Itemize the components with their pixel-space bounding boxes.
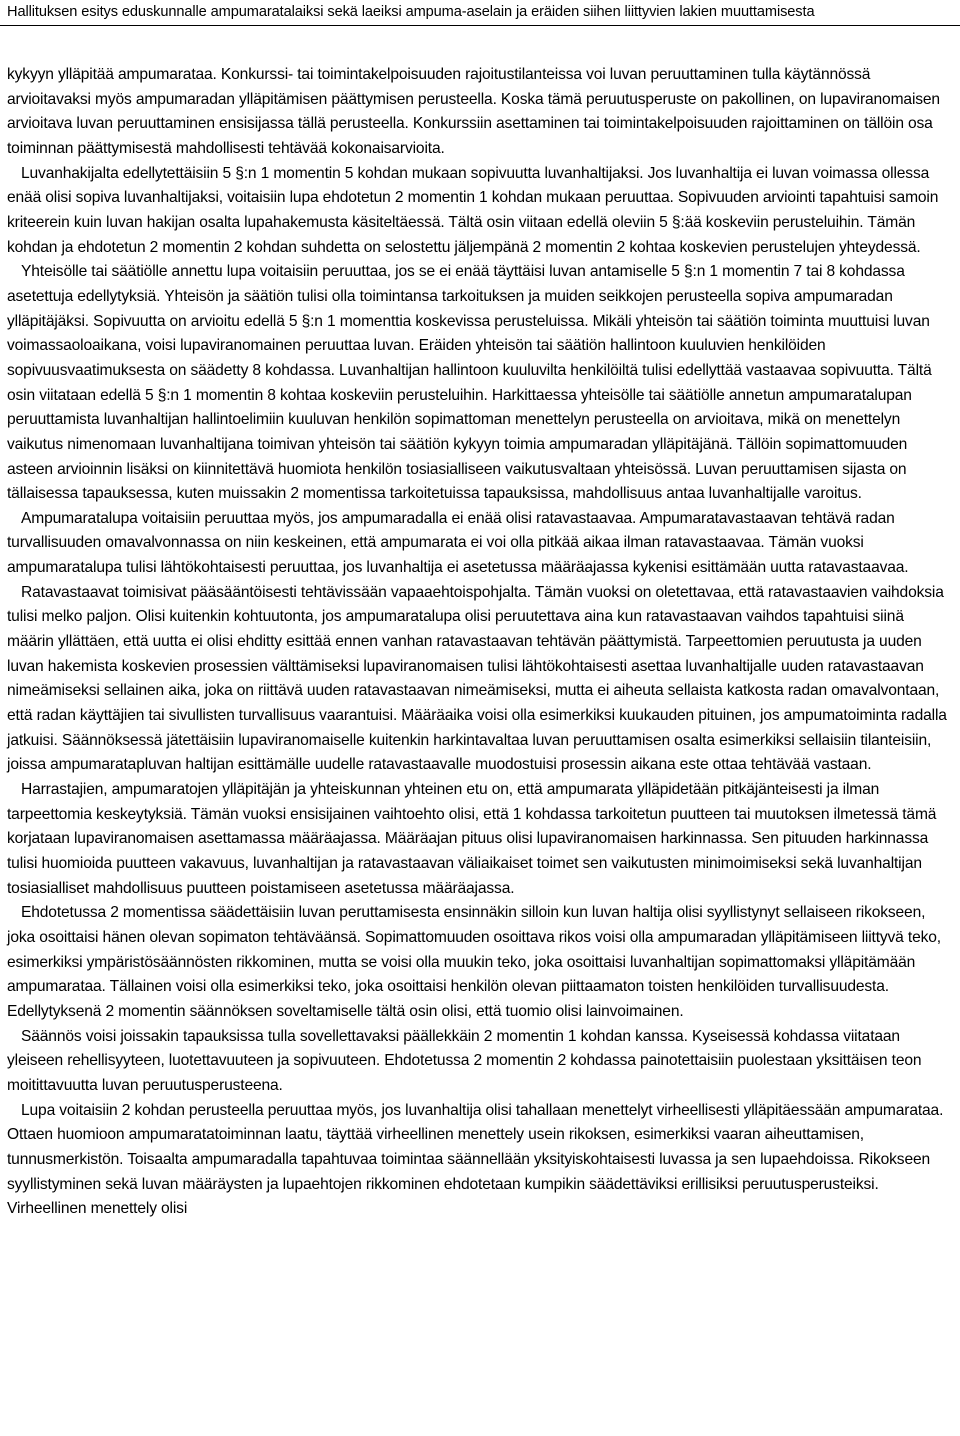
document-body: [7, 63, 952, 1222]
paragraph: Ratavastaavat toimisivat pääsääntöisesti tehtävissään vapaaehtoispohjalta. Tämän vuoksi on oletettavaa, että ratavastaavien vaihdoksia tulisi melko paljon. Olisi kuitenkin kohtuutonta, jos ampumaratalupa olisi peruutettava aina kun ratavastaavan vaihdos tapahtuisi siinä määrin yllättäen, että uutta ei olisi ehditty esittää ennen vanhan ratavastaavan tehtävän päättymistä. Tarpeettomien peruutusta ja uuden luvan hakemista koskevien prosessien välttämiseksi lupaviranomaisen tulisi lähtökohtaisesti asettaa luvanhaltijalle uuden ratavastaavan nimeämiseksi sellainen aika, joka on riittävä uuden ratavastaavan nimeämiseksi, mutta ei aiheuta sellaista katkosta radan omavalvontaan, että radan käyttäjien tai sivullisten turvallisuus vaarantuisi. Määräaika voisi olla esimerkiksi kuukauden pituinen, jos ampumatoiminta radalla jatkuisi. Säännöksessä jätettäisiin lupaviranomaiselle kuitenkin harkintavaltaa luvan peruuttamisen osalta esimerkiksi sellaisiin tilanteisiin, joissa ampumaratapluvan haltijan esittämälle uudelle ratavastaavalle muodostuisi prosessin aikana este ottaa tehtävää vastaan.: [7, 583, 947, 774]
paragraph: Ehdotetussa 2 momentissa säädettäisiin luvan peruttamisesta ensinnäkin silloin kun luvan haltija olisi syyllistynyt sellaiseen rikokseen, joka osoittaisi hänen olevan sopimaton tehtäväänsä. Sopimattomuuden osoittava rikos voisi olla ampumaradan ylläpitämiseen liittyvä teko, esimerkiksi ympäristösäännösten rikkominen, mutta se voisi olla muukin teko, joka osoittaisi luvanhaltijan sopimattomaksi ylläpitämään ampumarataa. Tällainen voisi olla esimerkiksi teko, joka osoittaisi henkilön olevan piittaamaton toisten henkilöiden turvallisuudesta. Edellytyksenä 2 momentin säännöksen soveltamiselle tältä osin olisi, että tuomio olisi lainvoimainen.: [7, 904, 941, 1020]
running-header: Hallituksen esitys eduskunnalle ampumaratalaiksi sekä laeiksi ampuma-aselain ja eräiden siihen liittyvien lakien muuttamisesta: [0, 0, 960, 26]
paragraph: Harrastajien, ampumaratojen ylläpitäjän ja yhteiskunnan yhteinen etu on, että ampumarata ylläpidetään pitkäjänteisesti ja ilman tarpeettomia keskeytyksiä. Tämän vuoksi ensisijainen vaihtoehto olisi, että 1 kohdassa tarkoitetun puutteen tai muutoksen ilmetessä tämä korjataan lupaviranomaisen asettamassa määräajassa. Määräajan pituus olisi lupaviranomaisen harkinnassa. Sen pituuden harkinnassa tulisi huomioida puutteen vakavuus, luvanhaltijan ja ratavastaavan väliaikaiset toimet sen vaikutusten minimoimiseksi sekä luvanhaltijan tosiasialliset mahdollisuus puutteen poistamiseen asetetussa määräajassa.: [7, 781, 937, 897]
paragraph: Säännös voisi joissakin tapauksissa tulla sovellettavaksi päällekkäin 2 momentin 1 kohdan kanssa. Kyseisessä kohdassa viitataan yleiseen rehellisyyteen, luotettavuuteen ja sopivuuteen. Ehdotetussa 2 momentin 2 kohdassa painotettaisiin puolestaan yksittäisen teon moitittavuutta luvan peruutusperusteena.: [7, 1027, 922, 1094]
paragraph: Ampumaratalupa voitaisiin peruuttaa myös, jos ampumaradalla ei enää olisi ratavastaavaa. Ampumaratavastaavan tehtävä radan turvallisuuden omavalvonnassa on niin keskeinen, että ampumarata ei voi olla pitkää aikaa ilman ratavastaavaa. Tämän vuoksi ampumaratalupa tulisi lähtökohtaisesti peruuttaa, jos luvanhaltija ei asetetussa määräajassa kykenisi esittämään uutta ratavastaavaa.: [7, 509, 909, 577]
paragraph: Yhteisölle tai säätiölle annettu lupa voitaisiin peruuttaa, jos se ei enää täyttäisi luvan antamiselle 5 §:n 1 momentin 7 tai 8 kohdassa asetettuja edellytyksiä. Yhteisön ja säätiön tulisi olla toimintansa tarkoituksen ja muiden seikkojen perusteella sopiva ampumaradan ylläpitäjäksi. Sopivuutta on arvioitu edellä 5 §:n 1 momenttia koskevissa perusteluissa. Mikäli yhteisön tai säätiön toiminta muuttuisi luvan voimassaoloaikana, voisi lupaviranomainen peruuttaa luvan. Eräiden yhteisön tai säätiön hallintoon kuuluvien henkilöiden sopivuusvaatimuksesta on säädetty 8 kohdassa. Luvanhaltijan hallintoon kuuluvilta henkilöiltä tulisi edellyttää vastaavaa sopivuutta. Tältä osin viitataan edellä 5 §:n 1 momentin 8 kohtaa koskeviin perusteluihin. Harkittaessa yhteisölle tai säätiölle annetun ampumaratalupan peruuttamista luvanhaltijan hallintoelimiin kuuluvan henkilön sopimattoman menettelyn perusteella on arvioitava, mikä on menettelyn vaikutus nimenomaan luvanhaltijana toimivan yhteisön tai säätiön kykyyn toimia ampumaradan ylläpitäjänä. Tällöin sopimattomuuden asteen arvioinnin lisäksi on kiinnitettävä huomiota henkilön tosiasialliseen vaikutusvaltaan yhteisössä. Luvan peruuttamisen sijasta on tällaisessa tapauksessa, kuten muissakin 2 momentissa tarkoitetuissa tapauksissa, mahdollisuus antaa luvanhaltijalle varoitus.: [7, 263, 932, 503]
paragraph: Luvanhakijalta edellytettäisiin 5 §:n 1 momentin 5 kohdan mukaan sopivuutta luvanhaltijaksi. Jos luvanhaltija ei luvan voimassa ollessa enää olisi sopiva luvanhaltijaksi, voitaisiin lupa ehdotetun 2 momentin 1 kohdan mukaan peruuttaa. Sopivuuden arviointi tapahtuisi samoin kriteerein kuin luvan hakijan osalta lupahakemusta käsiteltäessä. Tältä osin viitaan edellä oleviin 5 §:ää koskeviin perusteluihin. Tämän kohdan ja ehdotetun 2 momentin 2 kohdan suhdetta on selostettu jäljempänä 2 momentin 2 kohtaa koskevien perustelujen yhteydessä.: [7, 164, 939, 256]
paragraph: Lupa voitaisiin 2 kohdan perusteella peruuttaa myös, jos luvanhaltija olisi tahallaan menettelyt virheellisesti ylläpitäessään ampumarataa. Ottaen huomioon ampumaratatoiminnan laatu, täyttää virheellinen menettely usein rikoksen, esimerkiksi vaaran aiheuttamisen, tunnusmerkistön. Toisaalta ampumaradalla tapahtuvaa toimintaa säännellään yksityiskohtaisesti luvassa ja sen lupaehdoissa. Rikokseen syyllistyminen sekä luvan määräysten ja lupaehtojen rikkominen ehdotetaan kumpikin säädettäviksi erillisiksi peruutusperusteiksi. Virheellinen menettely olisi: [7, 1101, 944, 1218]
paragraph: kykyyn ylläpitää ampumarataa. Konkurssi- tai toimintakelpoisuuden rajoitustilanteissa voi luvan peruuttaminen tulla käytännössä arvioitavaksi myös ampumaradan ylläpitämisen päättymisen perusteella. Koska tämä peruutusperuste on pakollinen, on lupaviranomaisen arvioitava luvan peruuttaminen ensisijassa tällä perusteella. Konkurssiin asettaminen tai toimintakelpoisuuden rajoittaminen on tällöin osa toiminnan päättymisestä mahdollisesti tehtävää kokonaisarvioita.: [7, 66, 940, 157]
